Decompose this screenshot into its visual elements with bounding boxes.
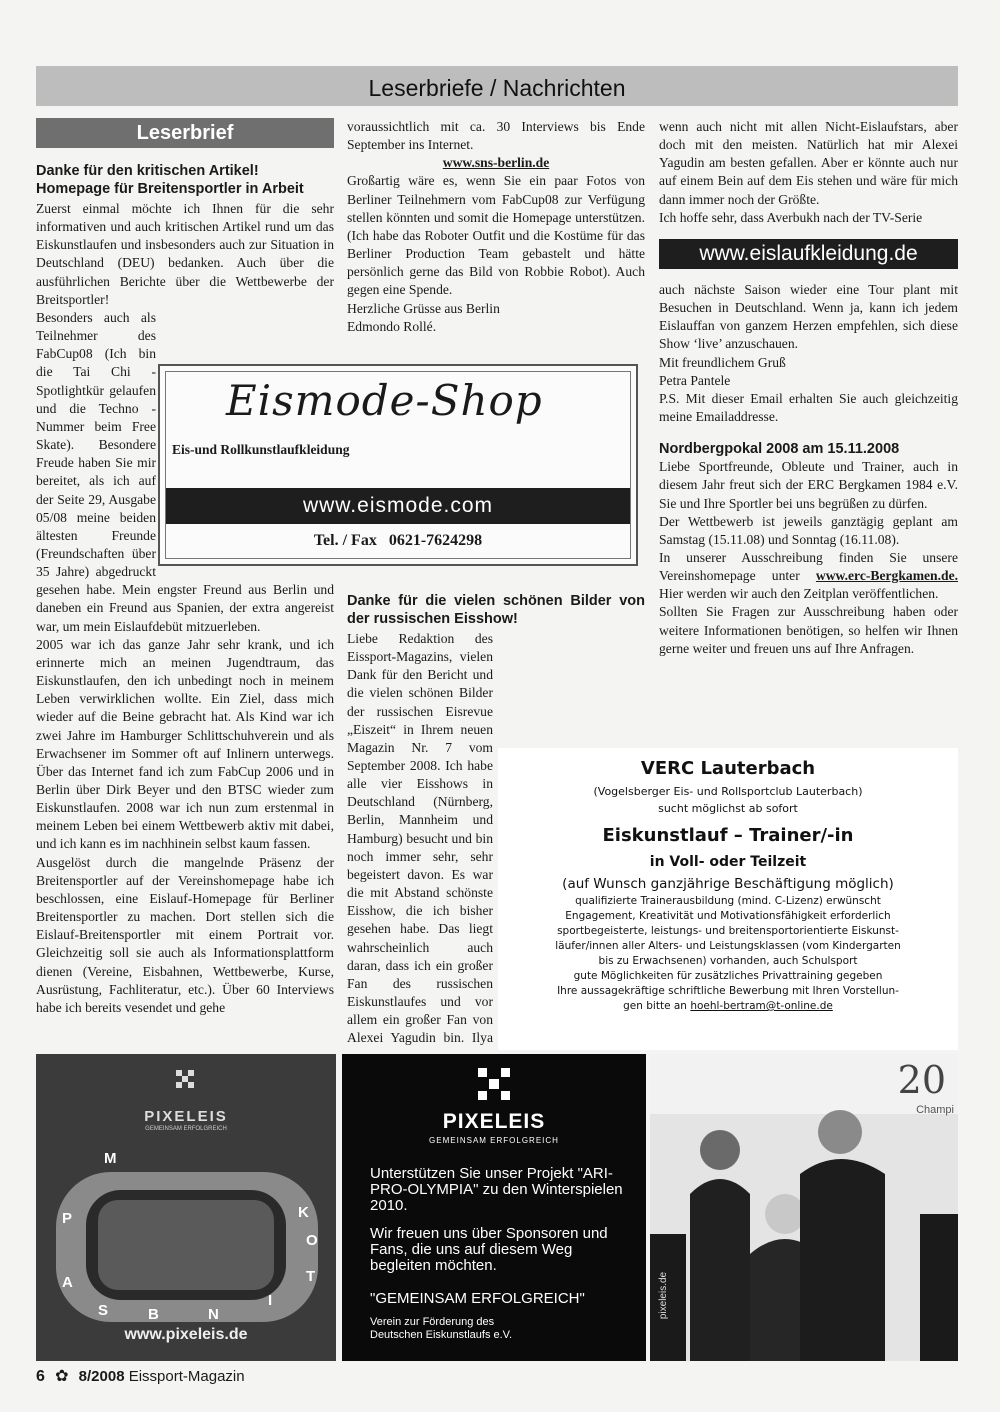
photo-champ: Champi: [916, 1104, 954, 1116]
letter-paragraph: Liebe Redaktion des Eissport-Magazins, vielen Dank für den Bericht und die vielen schönen Bilder der russischen Eisrevue „Eiszeit“ in Ihrem neuen Magazin Nr. 7 vom September 2008. Ich habe alle vier Eisshows in Deutschland (Nürnberg, Berlin, Mannheim und Hamburg) besucht und bin noch immer sehr, sehr begeistert davon. Es war die mit Abstand schönste Eisshow, die ich bisher gesehen habe. Das liegt wahrscheinlich auch daran, dass ich ein großer Fan des russischen Eiskunstlaufes und vor allem ein großer Fan von Alexei Yagudin bin. Ilya: [347, 630, 493, 1046]
letter-paragraph: Ich hoffe sehr, dass Averbukh nach der TV-Serie: [659, 209, 923, 225]
magazine-name: Eissport-Magazin: [128, 1368, 245, 1385]
board-letter: T: [306, 1268, 316, 1285]
ad-text: Verein zur Förderung des Deutschen Eiskunstlaufs e.V.: [370, 1316, 513, 1341]
contact-email[interactable]: hoehl-bertram@t-online.de: [690, 1000, 833, 1012]
position-title: Eiskunstlauf – Trainer/-in: [602, 825, 854, 846]
photo-side-text: pixeleis.de: [658, 1271, 670, 1320]
pixeleis-board-ad: [36, 1054, 336, 1361]
req-line: bis zu Erwachsenen) vorhanden, auch Schulsport: [598, 955, 858, 967]
letter-greeting: Herzliche Grüsse aus Berlin: [347, 300, 500, 316]
club-fullname: (Vogelsberger Eis- und Rollsportclub Lauterbach): [593, 785, 863, 798]
letter-paragraph-2: Besonders auch als Teilnehmer des FabCup08 (Ich bin die Tai Chi - Spotlightkür gelaufen und die Techno - Nummer beim Free Skate). Besondere Freude haben Sie mir bereitet, als ich auf der Seite 29, Ausgabe 05/08 meine beiden ältesten Freunde (Freundschaften über 35 Jahre) abgedruckt gesehen habe. Mein engster Freund aus Berlin und daneben ein Freund aus Spanien, der extra angereist war, um mein Eislaufdebüt mitzuerleben.: [36, 309, 334, 634]
pixeleis-sub: GEMEINSAM ERFOLGREICH: [429, 1136, 559, 1145]
board-letter: N: [208, 1306, 219, 1323]
section-label: Leserbrief: [36, 118, 334, 148]
headline-2: Homepage für Breitensportler in Arbeit: [36, 181, 304, 197]
pixeleis-sub: GEMEINSAM ERFOLGREICH: [145, 1126, 227, 1132]
letter-paragraph-4: Ausgelöst durch die mangelnde Präsenz der Breitensportler auf der Vereinshomepage habe ich beschlossen, eine Eislauf-Homepage für Berliner Breitensportler zu machen. Dort stellen sich die Eislauf-Breitensportler mit einem Portrait vor. Gleichzeitig soll sie auch als Informationsplattform dienen (Vereine, Eisbahnen, Wettbewerbe, Kurse, Ausrüstung, Fachliteratur, etc.). Über 60 Interviews habe ich bereits vesendet und gehe: [36, 854, 334, 1015]
page-header: [36, 66, 958, 106]
req-line: läufer/innen aller Alters- und Leistungsklassen (vom Kindergarten: [555, 940, 901, 952]
shop-tagline: Eis-und Rollkunstlaufkleidung: [172, 442, 350, 457]
photo-number: 20: [897, 1058, 946, 1102]
board-graphic: [36, 1054, 336, 1361]
page-number: 6: [36, 1368, 45, 1385]
bird-icon: ✿: [55, 1368, 69, 1385]
club-seeks: sucht möglichst ab sofort: [658, 802, 798, 815]
letter-paragraph: voraussichtlich mit ca. 30 Interviews bis Ende September ins Internet.: [347, 119, 645, 153]
news-paragraph: Der Wettbewerb ist jeweils ganztägig geplant am Samstag (15.11.08) und Sonntag (16.11.08).: [659, 513, 958, 547]
page-title: Leserbriefe / Nachrichten: [368, 75, 626, 101]
eislaufkleidung-banner[interactable]: www.eislaufkleidung.de: [659, 239, 958, 269]
pixeleis-brand: PIXELEIS: [442, 1110, 546, 1133]
req-line: Ihre aussagekräftige schriftliche Bewerbung mit Ihren Vorstellun-: [557, 985, 899, 997]
letter-paragraph: auch nächste Saison wieder eine Tour plant mit Besuchen in Deutschland. Wenn ja, kann ich jedem Eislauffan von ganzem Herzen empfehlen, sich diese Show ‘live’ anzuschauen.: [659, 281, 958, 352]
ad-text: "GEMEINSAM ERFOLGREICH": [370, 1290, 585, 1307]
pixeleis-url[interactable]: www.pixeleis.de: [124, 1326, 248, 1343]
letter-paragraph: wenn auch nicht mit allen Nicht-Eislaufstars, aber doch mit den meisten. Natürlich hat mir Alexei Yagudin am besten gefallen. Aber er könnte auch nur auf einem Bein auf dem Eis stehen und wäre für mich dann immer noch der Größte.: [659, 119, 958, 207]
ad-text: Wir freuen uns über Sponsoren und Fans, die uns auf diesem Weg begleiten möchten.: [370, 1225, 608, 1274]
pixeleis-brand: PIXELEIS: [144, 1108, 228, 1125]
board-letter: K: [298, 1204, 309, 1221]
board-letter: S: [98, 1302, 109, 1319]
req-line: gute Möglichkeiten für zusätzliches Privattraining gegeben: [573, 970, 883, 982]
club-name: VERC Lauterbach: [640, 758, 816, 779]
erc-bergkamen-link[interactable]: www.erc-Bergkamen.de.: [815, 568, 958, 584]
letter-signature: Edmondo Rollé.: [347, 318, 437, 334]
sns-berlin-link[interactable]: www.sns-berlin.de: [442, 155, 550, 171]
news-paragraph: Sollten Sie Fragen zur Ausschreibung haben oder weitere Informationen benötigen, so helfen wir Ihnen gerne weiter und freuen uns auf Ihre Anfragen.: [659, 604, 958, 656]
position-note: (auf Wunsch ganzjährige Beschäftigung möglich): [562, 876, 894, 892]
headline-nordbergpokal: Nordbergpokal 2008 am 15.11.2008: [659, 441, 900, 458]
letter-postscript: P.S. Mit dieser Email erhalten Sie auch gleichzeitig meine Emailaddresse.: [659, 390, 958, 425]
req-line: sportbegeisterte, leistungs- und breitensportorientierte Eiskunst-: [557, 925, 899, 937]
page-footer: [36, 1366, 245, 1386]
headline-1: Danke für den kritischen Artikel!: [36, 163, 259, 179]
board-letter: M: [104, 1150, 117, 1167]
letter-greeting: Mit freundlichem Gruß: [659, 354, 786, 370]
board-letter: P: [62, 1210, 73, 1227]
shop-url[interactable]: www.eismode.com: [166, 488, 630, 524]
skaters-photo: [650, 1054, 958, 1361]
board-letter: O: [306, 1232, 318, 1249]
board-letter: A: [62, 1274, 73, 1291]
req-line: Engagement, Kreativität und Motivationsfähigkeit erforderlich: [565, 910, 891, 922]
board-letter: B: [148, 1306, 159, 1323]
column-3: [659, 118, 958, 750]
pixeleis-sponsor-ad: [342, 1054, 646, 1361]
letter-signature: Petra Pantele: [659, 372, 731, 388]
eismode-shop-ad: [158, 364, 638, 566]
news-paragraph: In unserer Ausschreibung finden Sie unsere Vereinshomepage unter www.erc-Bergkamen.de. Hier werden wir auch den Zeitplan veröffentlichen.: [659, 549, 958, 602]
ad-text: Unterstützen Sie unser Projekt "ARI-PRO-OLYMPIA" zu den Winterspielen 2010.: [370, 1165, 623, 1214]
board-letter: I: [268, 1292, 273, 1309]
news-paragraph: Liebe Sportfreunde, Obleute und Trainer, auch in diesem Jahr freut sich der ERC Bergkamen 1984 e.V. Sie und Ihre Sportler bei uns begrüßen zu dürfen.: [659, 459, 958, 511]
pixeleis-logo-icon: [474, 1064, 514, 1104]
issue-number: 8/2008: [78, 1368, 125, 1385]
verc-job-ad: [498, 748, 958, 1050]
req-line: gen bitte an hoehl-bertram@t-online.de: [623, 1000, 833, 1012]
req-line: qualifizierte Trainerausbildung (mind. C-Lizenz) erwünscht: [575, 895, 881, 907]
letter-paragraph-3: 2005 war ich das ganze Jahr sehr krank, und ich erinnerte mich an meinen Jugendtraum, das Eiskunstlaufen, den ich unbedingt noch in meinem Leben verwirklichen wollte. Ein Ziel, dass mich wieder auf die Beine gebracht hat. Als Kind war ich zwei Jahre im Hamburger Schlittschuhverein und als Erwachsener im Sommer oft auf Inlinern unterwegs. Über das Internet fand ich zum FabCup 2006 und in Berlin über Dirk Beyer und den BTSC wieder zum Eiskunstlaufen. 2008 war ich nun zum erstenmal in meinem Leben bei einem Wettbewerb aktiv mit dabei, und ich kann es im nachhinein selbst kaum fassen.: [36, 636, 334, 852]
column-1: [36, 118, 334, 1050]
shop-logo: Eismode-Shop: [226, 376, 543, 425]
letter-paragraph-1: Zuerst einmal möchte ich Ihnen für die sehr informativen und auch kritischen Artikel rund um das Eiskunstlaufen und insbesonders auch zur Situation in Deutschland (DEU) bedanken. Auch über die ausführlichen Berichte über die Wettbewerbe der Breitsportler!: [36, 201, 334, 307]
shop-phone: Tel. / Fax 0621-7624298: [313, 532, 483, 549]
ad-frame: [165, 371, 631, 559]
headline-eisshow: Danke für die vielen schönen Bilder von der russischen Eisshow!: [347, 592, 645, 627]
position-hours: in Voll- oder Teilzeit: [649, 854, 807, 870]
letter-paragraph: Großartig wäre es, wenn Sie ein paar Fotos von Berliner Teilnehmern vom FabCup08 zur Verfügung stellen könnten und somit die Homepage unterstützen. (Ich habe das Roboter Outfit und die Kostüme für das Berliner Production Team gebastelt und hätte persönlich gerne das Bild von Robbie Robot). Auch gegen eine Spende.: [347, 173, 645, 298]
